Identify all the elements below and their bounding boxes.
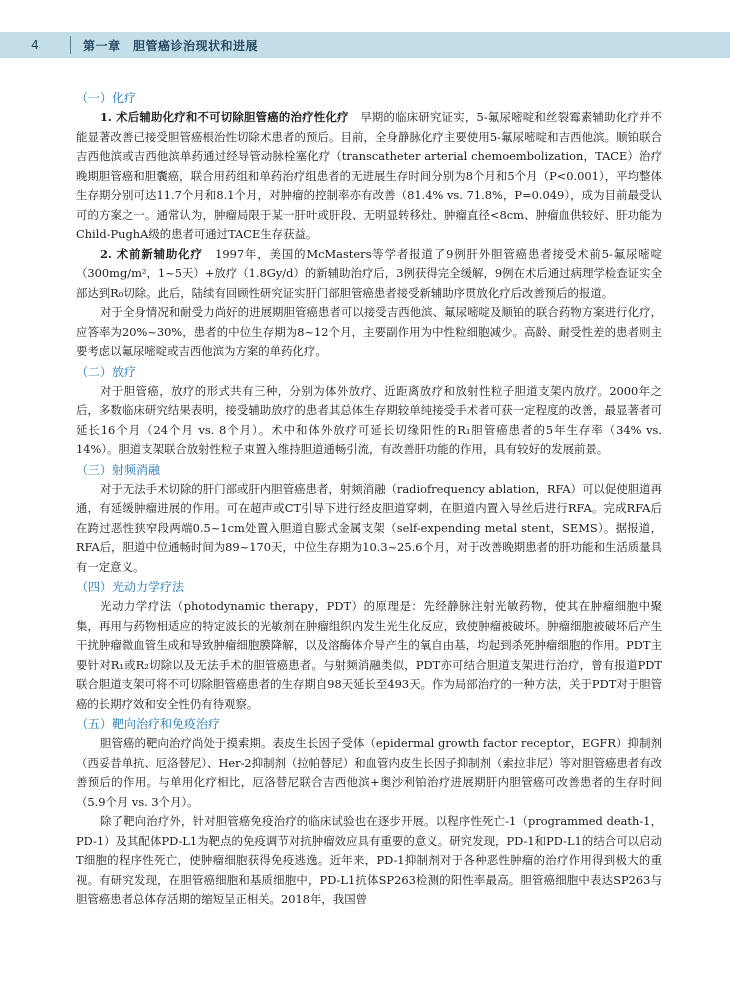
- paragraph: [76, 812, 662, 910]
- paragraph: [76, 245, 662, 304]
- paragraph-text: 对于全身情况和耐受力尚好的进展期胆管癌患者可以接受吉西他滨、氟尿嘧啶及顺铂的联合药物方案进行化疗，应答率为20%~30%，患者的中位生存期为8~12个月，主要副作用为中性粒细胞减少。高龄、耐受性差的患者则主要考虑以氟尿嘧啶或吉西他滨为方案的单药化疗。: [76, 305, 662, 358]
- chapter-title: 第一章 胆管癌诊治现状和进展: [83, 38, 259, 53]
- header-divider: [70, 36, 71, 54]
- paragraph: [76, 480, 662, 578]
- section-heading-targeted-immuno: （五）靶向治疗和免疫治疗: [76, 717, 221, 731]
- paragraph-text: 光动力学疗法（photodynamic therapy，PDT）的原理是：先经静脉注射光敏药物，使其在肿瘤细胞中聚集，再用与药物相适应的特定波长的光敏剂在肿瘤组织内发生光生化反应，致使肿瘤被破坏。肿瘤细胞被破坏后产生干扰肿瘤微血管生成和导致肿瘤细胞膜降解，以及溶酶体介导产生的氧自由基，均起到杀死肿瘤细胞的作用。PDT主要针对R₁或R₂切除以及无法手术的胆管癌患者。与射频消融类似，PDT亦可结合胆道支架进行治疗，曾有报道PDT联合胆道支架可将不可切除胆管癌患者的生存期自98天延长至493天。作为局部治疗的一种方法，关于PDT对于胆管癌的长期疗效和安全性仍有待观察。: [76, 599, 662, 711]
- section-heading-pdt: （四）光动力学疗法: [76, 580, 185, 594]
- paragraph: [76, 382, 662, 460]
- paragraph-text: 对于无法手术切除的肝门部或肝内胆管癌患者，射频消融（radiofrequency ablation，RFA）可以促使胆道再通，有延缓肿瘤进展的作用。可在超声或CT引导下进行经皮胆道穿刺，在胆道内置入导丝后进行RFA。完成RFA后在跨过恶性狭窄段两端0.5~1cm处置入胆道自膨式金属支架（self-expending metal stent，SEMS）。据报道，RFA后，胆道中位通畅时间为89~170天，中位生存期为10.3~25.6个月，对于改善晚期患者的肝功能和生活质量具有一定意义。: [76, 481, 662, 574]
- paragraph-text: 1997年，美国的McMasters等学者报道了9例肝外胆管癌患者接受术前5-氟尿嘧啶（300mg/m²，1~5天）+放疗（1.8Gy/d）的新辅助治疗后，3例获得完全缓解，9例在术后通过病理学检查证实全部达到R₀切除。此后，陆续有回顾性研究证实肝门部胆管癌患者接受新辅助序贯放化疗后改善预后的报道。: [76, 246, 662, 300]
- section-heading-chemotherapy: （一）化疗: [76, 91, 137, 105]
- section-heading-rfa: （三）射频消融: [76, 462, 161, 477]
- paragraph-lead: 2. 术前新辅助化疗: [100, 246, 203, 261]
- paragraph-text: 早期的临床研究证实，5-氟尿嘧啶和丝裂霉素辅助化疗并不能显著改善已接受胆管癌根治性切除术患者的预后。目前，全身静脉化疗主要使用5-氟尿嘧啶和吉西他滨。顺铂联合吉西他滨或吉西他滨单药通过经导管动脉栓塞化疗（transcatheter arterial chemoembolization，TACE）治疗晚期胆管癌和胆囊癌，联合用药组和单药治疗组患者的无进展生存时间分别为8个月和5个月（P<0.001），平均整体生存期分别可达11.7个月和8.1个月，对肿瘤的控制率亦有改善（81.4% vs. 71.8%，P=0.049），成为目前最受认可的方案之一。通常认为，肿瘤局限于某一肝叶或肝段、无明显转移灶、肿瘤直径<8cm、肿瘤血供较好、肝功能为Child-PughA级的患者可通过TACE生存获益。: [76, 110, 662, 241]
- paragraph: [76, 734, 662, 812]
- paragraph-text: 胆管癌的靶向治疗尚处于摸索期。表皮生长因子受体（epidermal growth factor receptor，EGFR）抑制剂（西妥昔单抗、厄洛替尼）、Her-2抑制剂（拉帕替尼）和血管内皮生长因子抑制剂（索拉非尼）等对胆管癌患者有改善预后的作用。与单用化疗相比，厄洛替尼联合吉西他滨+奥沙利铂治疗进展期肝内胆管癌可改善患者的生存时间（5.9个月 vs. 3个月）。: [76, 736, 662, 809]
- page-body: [76, 88, 662, 910]
- paragraph: [76, 108, 662, 245]
- paragraph-text: 对于胆管癌，放疗的形式共有三种，分别为体外放疗、近距离放疗和放射性粒子胆道支架内放疗。2000年之后，多数临床研究结果表明，接受辅助放疗的患者其总体生存期较单纯接受手术者可获一定程度的改善，最显著者可延长16个月（24个月 vs. 8个月）。术中和体外放疗可延长切缘阳性的R₁胆管癌患者的5年生存率（34% vs. 14%）。胆道支架联合放射性粒子束置入维持胆道通畅引流，有改善肝功能的作用，具有较好的发展前景。: [76, 383, 662, 456]
- paragraph: [76, 303, 662, 362]
- page-header: [0, 32, 730, 58]
- paragraph-lead: 1. 术后辅助化疗和不可切除胆管癌的治疗性化疗: [100, 110, 349, 124]
- section-heading-radiotherapy: （二）放疗: [76, 364, 137, 379]
- paragraph-text: 除了靶向治疗外，针对胆管癌免疫治疗的临床试验也在逐步开展。以程序性死亡-1（programmed death-1，PD-1）及其配体PD-L1为靶点的免疫调节对抗肿瘤效应具有重要的意义。研究发现，PD-1和PD-L1的结合可以启动T细胞的程序性死亡，使肿瘤细胞获得免疫逃逸。近年来，PD-1抑制剂对于各种恶性肿瘤的治疗作用得到极大的重视。有研究发现，在胆管癌细胞和基质细胞中，PD-L1抗体SP263检测的阳性率最高。胆管癌细胞中表达SP263与胆管癌患者总体存活期的缩短呈正相关。2018年，我国曾: [76, 814, 662, 906]
- page-number: 4: [31, 38, 39, 52]
- paragraph: [76, 597, 662, 714]
